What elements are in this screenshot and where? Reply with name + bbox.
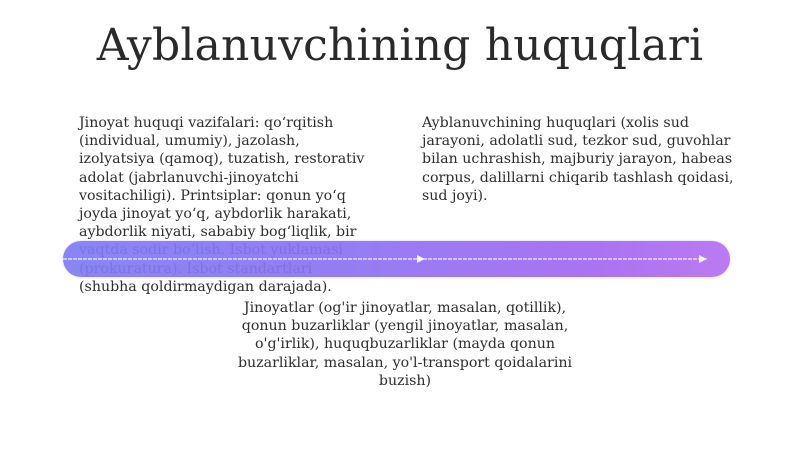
timeline-arrow-line xyxy=(63,258,708,260)
criminal-law-tasks-text: Jinoyat huquqi vazifalari: qo‘rqitish (individual, umumiy), jazolash, izolyatsiya (qamoq), tuzatish, restorativ adolat (jabrlanuvchi-jinoyatchi vositachiligi). Printsiplar: qonun yo‘q joyda jinoyat yo‘q, aybdorlik harakati, aybdorlik niyati, sababiy bog‘liqlik, bir (shubha qoldirmaydigan darajada). xyxy=(79,115,365,295)
slide-title: Ayblanuvchining huquqlari xyxy=(96,20,704,71)
offense-categories-text: Jinoyatlar (og'ir jinoyatlar, masalan, qotillik), qonun buzarliklar (yengil jinoyatlar, masalan, o'g'irlik), huquqbuzarliklar (mayda qonun buzarliklar, masalan, yo'l-transport qoidalarini buzish) xyxy=(237,300,573,389)
defendant-rights-text: Ayblanuvchining huquqlari (xolis sud jarayoni, adolatli sud, tezkor sud, guvohlar bilan uchrashish, majburiy jarayon, habeas corpus, dalillarni chiqarib tashlash qoidasi, sud joyi). xyxy=(422,115,734,204)
timeline-arrow-icon-mid xyxy=(415,253,427,265)
timeline-arrow-icon-end xyxy=(697,253,709,265)
